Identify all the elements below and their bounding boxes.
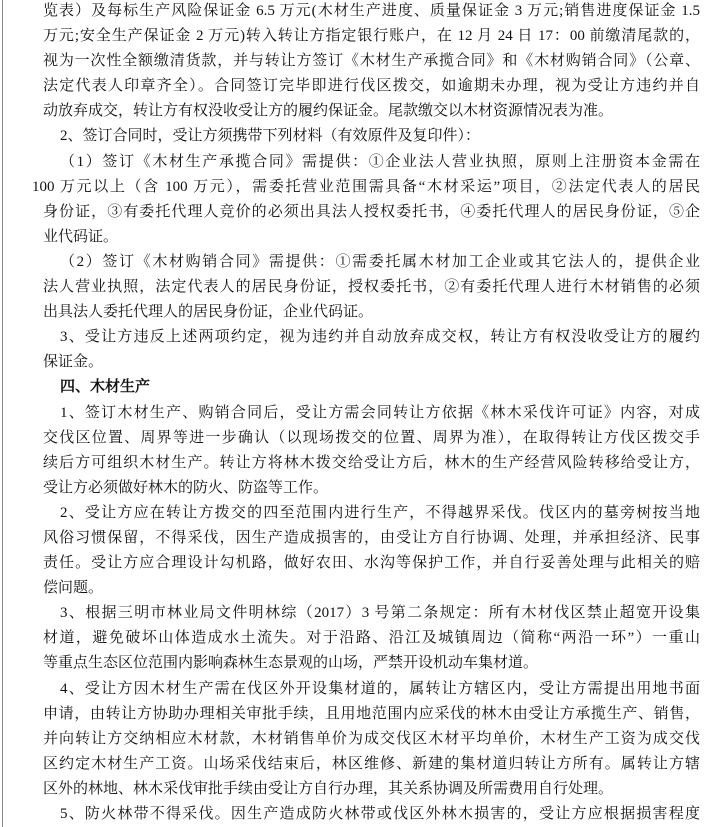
- text-line: 5、防火林带不得采伐。因生产造成防火林带或伐区外林木损害的，受让方应根据损害程度: [60, 806, 700, 822]
- text-line: 2、签订合同时，受让方须携带下列材料（有效原件及复印件）：: [60, 128, 481, 145]
- text-line: 身份证，③有委托代理人竞价的必须出具法人授权委托书，④委托代理人的居民身份证，⑤企: [43, 203, 700, 220]
- text-line: 动放弃成交，转让方有权没收受让方的履约保证金。尾款缴交以木材资源情况表为准。: [43, 103, 614, 120]
- text-line: 受让方必须做好林木的防火、防盗等工作。: [43, 479, 329, 496]
- text-line: 材道，避免破坏山体造成水土流失。对于沿路、沿江及城镇周边（简称“两沿一环”）一重山: [43, 630, 700, 647]
- text-line: 续后方可组织木材生产。转让方将林木拨交给受让方后，林木的生产经营风险转移给受让方，: [43, 454, 700, 471]
- text-line: （1）签订《木材生产承揽合同》需提供：①企业法人营业执照，原则上注册资本金需在: [60, 153, 700, 170]
- text-line: 法人营业执照，法定代表人的居民身份证，授权委托书，②有委托代理人进行木材销售的必须: [43, 279, 700, 296]
- text-line: 交伐区位置、周界等进一步确认（以现场拨交的位置、周界为准），在取得转让方伐区拨交手: [43, 429, 700, 446]
- text-line: 偿问题。: [43, 580, 104, 597]
- text-line: 览表）及每标生产风险保证金 6.5 万元(木材生产进度、质量保证金 3 万元;销售进度保证金 1.5: [43, 3, 700, 19]
- section-heading: 四、木材生产: [60, 379, 151, 396]
- text-line: 保证金。: [43, 354, 104, 371]
- text-line: 视为一次性全额缴清货款，并与转让方签订《木材生产承揽合同》和《木材购销合同》（公章、: [43, 53, 700, 70]
- text-line: 1、签订木材生产、购销合同后，受让方需会同转让方依据《林木采伐许可证》内容，对成: [60, 404, 700, 421]
- page-left-border: [2, 0, 3, 827]
- text-line: 申请，由转让方协助办理相关审批手续，且用地范围内应采伐的林木由受让方承揽生产、销售，: [43, 705, 700, 722]
- text-line: 法定代表人印章齐全）。合同签订完毕即进行伐区拨交，如逾期未办理，视为受让方违约并自: [43, 78, 700, 95]
- text-line: 3、根据三明市林业局文件明林综（2017）3 号第二条规定：所有木材伐区禁止超宽开设集: [60, 605, 700, 622]
- text-line: 区外的林地、林木采伐审批手续由受让方自行办理，其关系协调及所需费用自行处理。: [43, 780, 614, 797]
- text-line: 4、受让方因木材生产需在伐区外开设集材道的，属转让方辖区内，受让方需提出用地书面: [60, 680, 700, 697]
- text-line: 区约定木材生产工资。山场采伐结束后，林区维修、新建的集材道归转让方所有。属转让方辖: [43, 755, 700, 772]
- text-line: 责任。受让方应合理设计勾机路，做好农田、水沟等保护工作，并自行妥善处理与此相关的赔: [43, 555, 700, 572]
- text-line: 风俗习惯保留，不得采伐，因生产造成损害的，由受让方自行协调、处理，并承担经济、民事: [43, 529, 700, 546]
- text-line: 100 万元以上（含 100 万元），需委托营业范围需具备“木材采运”项目，②法定代表人的居民: [32, 178, 700, 195]
- text-line: 2、受让方应在转让方拨交的四至范围内进行生产，不得越界采伐。伐区内的墓旁树按当地: [60, 504, 700, 521]
- text-line: （2）签订《木材购销合同》需提供：①需委托属木材加工企业或其它法人的，提供企业: [60, 253, 700, 270]
- text-line: 等重点生态区位范围内影响森林生态景观的山场，严禁开设机动车集材道。: [43, 655, 539, 672]
- text-line: 万元;安全生产保证金 2 万元)转入转让方指定银行账户，在 12 月 24 日 17：00 前缴清尾款的，: [43, 28, 700, 45]
- text-line: 出具法人委托代理人的居民身份证，企业代码证。: [43, 304, 374, 321]
- text-line: 3、受让方违反上述两项约定，视为违约并自动放弃成交权，转让方有权没收受让方的履约: [60, 329, 700, 346]
- text-line: 业代码证。: [43, 228, 119, 245]
- document-text: [32, 0, 700, 827]
- text-line: 并向转让方交纳相应木材款，木材销售单价为成交伐区木材平均单价，木材生产工资为成交伐: [43, 730, 700, 747]
